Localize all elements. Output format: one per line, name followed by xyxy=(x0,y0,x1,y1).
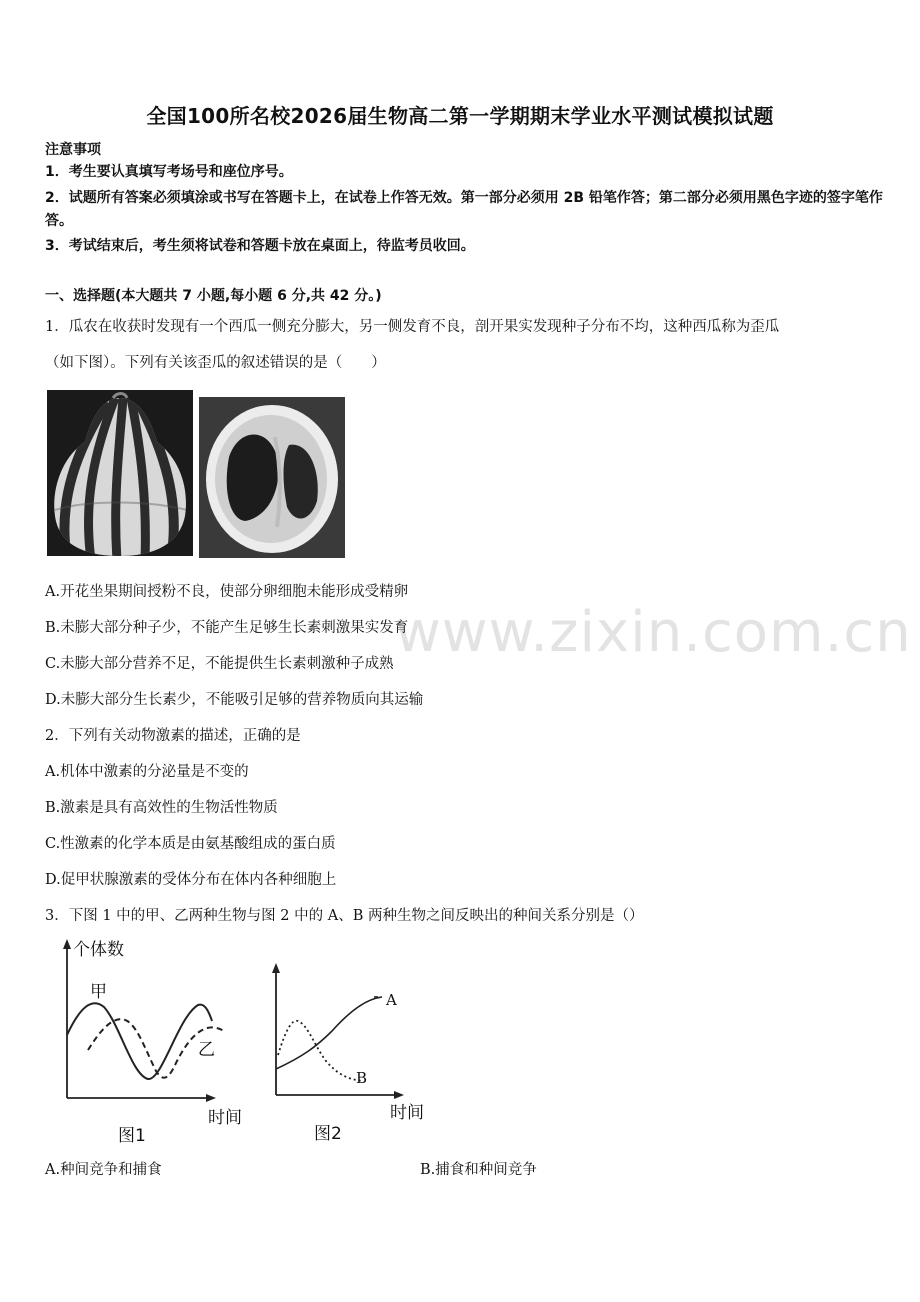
question-2-option-a: A.机体中激素的分泌量是不变的 xyxy=(45,764,249,780)
notice-heading: 注意事项 xyxy=(45,142,101,158)
figure-2-series-a-curve xyxy=(276,997,382,1069)
figure-1-series-a-label: 甲 xyxy=(90,982,107,1002)
watermelon-cross-section-photo xyxy=(199,397,345,558)
figure-2-series-b-label: B xyxy=(356,1069,368,1087)
figure-2-x-arrow xyxy=(394,1091,404,1099)
figure-1-series-b-label: 乙 xyxy=(198,1040,215,1060)
figure-1-series-a-curve xyxy=(67,1003,212,1079)
notice-item-2: 2．试题所有答案必须填涂或书写在答题卡上，在试卷上作答无效。第一部分必须用 2B 铅笔作答；第二部分必须用黑色字迹的签字笔作答。 xyxy=(45,190,883,229)
question-1-stem-line1: 1．瓜农在收获时发现有一个西瓜一侧充分膨大，另一侧发育不良，剖开果实发现种子分布不均，这种西瓜称为歪瓜 xyxy=(45,319,780,335)
figure-1-x-label: 时间 xyxy=(208,1108,242,1128)
figure-2-y-arrow xyxy=(272,963,280,973)
notice-item-1: 1．考生要认真填写考场号和座位序号。 xyxy=(45,164,293,180)
question-1-option-c: C.未膨大部分营养不足，不能提供生长素刺激种子成熟 xyxy=(45,656,394,672)
question-1-option-a: A.开花坐果期间授粉不良，使部分卵细胞未能形成受精卵 xyxy=(45,584,409,600)
section-heading: 一、选择题(本大题共 7 小题,每小题 6 分,共 42 分。) xyxy=(45,288,382,304)
question-3-stem: 3．下图 1 中的甲、乙两种生物与图 2 中的 A、B 两种生物之间反映出的种间关系分别是（） xyxy=(45,908,644,924)
figure-2-series-b-curve xyxy=(278,1021,362,1081)
figure-2-population-chart xyxy=(262,955,442,1145)
question-2-option-d: D.促甲状腺激素的受体分布在体内各种细胞上 xyxy=(45,872,337,888)
figure-1-x-arrow xyxy=(206,1094,216,1102)
question-3-option-a: A.种间竞争和捕食 xyxy=(45,1162,162,1178)
watermark: www.zixin.com.cn xyxy=(395,600,912,665)
question-2-stem: 2．下列有关动物激素的描述，正确的是 xyxy=(45,728,301,744)
figure-2-x-label: 时间 xyxy=(390,1103,424,1123)
question-1-option-d: D.未膨大部分生长素少，不能吸引足够的营养物质向其运输 xyxy=(45,692,424,708)
page-title: 全国100所名校2026届生物高二第一学期期末学业水平测试模拟试题 xyxy=(146,104,774,128)
question-2-option-b: B.激素是具有高效性的生物活性物质 xyxy=(45,800,278,816)
watermelon-exterior-photo xyxy=(47,390,193,556)
notice-item-3: 3．考试结束后，考生须将试卷和答题卡放在桌面上，待监考员收回。 xyxy=(45,238,475,254)
question-3-option-b: B.捕食和种间竞争 xyxy=(420,1162,537,1178)
figure-1-caption: 图1 xyxy=(118,1126,146,1145)
figure-2-series-a-label: A xyxy=(386,991,397,1009)
figure-1-y-label: 个体数 xyxy=(73,940,124,960)
question-1-option-b: B.未膨大部分种子少，不能产生足够生长素刺激果实发育 xyxy=(45,620,409,636)
question-1-stem-line2: （如下图）。下列有关该歪瓜的叙述错误的是（ ） xyxy=(45,355,386,371)
question-2-option-c: C.性激素的化学本质是由氨基酸组成的蛋白质 xyxy=(45,836,336,852)
figure-2-caption: 图2 xyxy=(314,1124,342,1144)
figure-1-y-arrow xyxy=(63,939,71,949)
figure-1-population-chart xyxy=(40,935,260,1145)
